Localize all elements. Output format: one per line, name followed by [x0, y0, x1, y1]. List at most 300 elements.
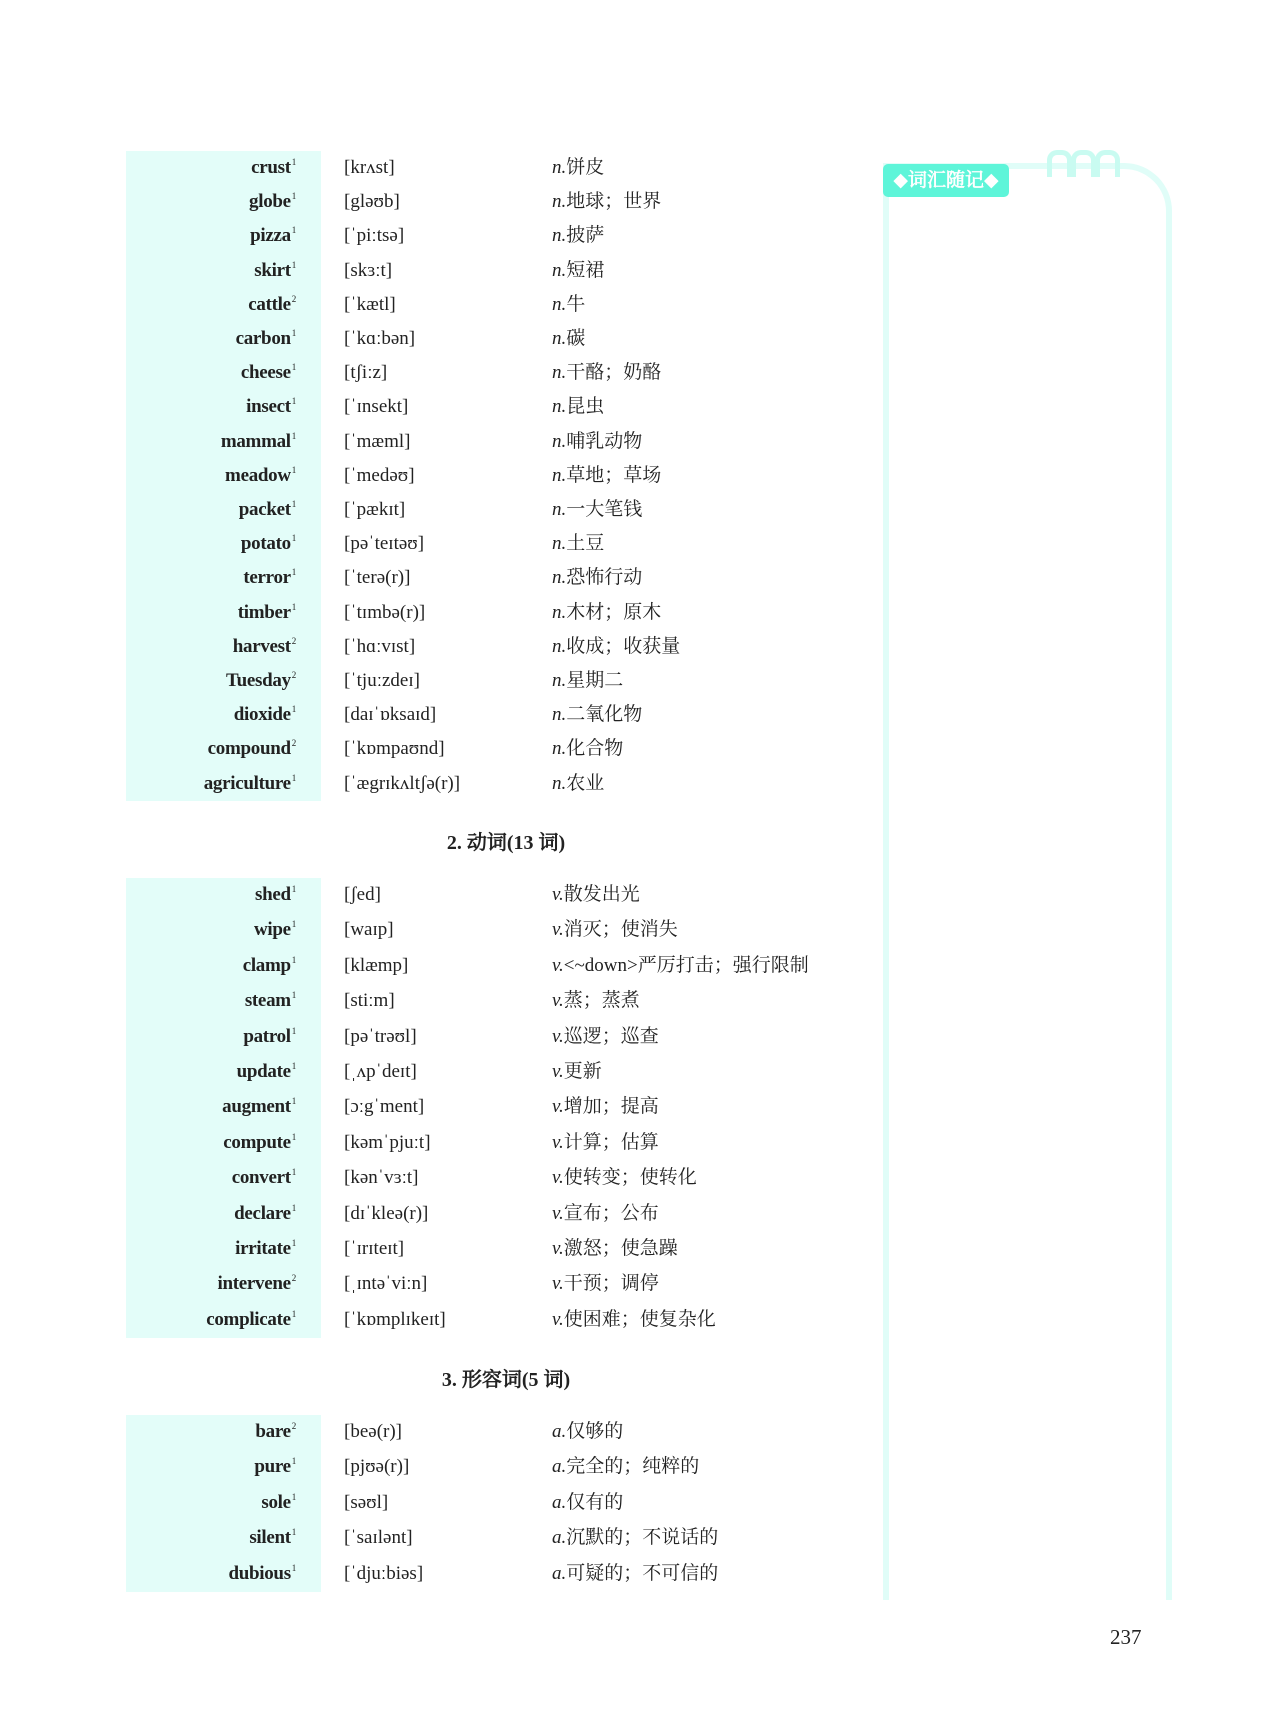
definition: [552, 151, 604, 185]
part-of-speech: v.: [552, 1273, 564, 1295]
definition: [552, 698, 642, 732]
level-marker: 1: [291, 1096, 296, 1107]
vocab-notes-tag: ◆词汇随记◆: [883, 164, 1009, 197]
headword-text: Tuesday: [226, 670, 291, 691]
definition: [552, 1450, 699, 1484]
part-of-speech: n.: [552, 464, 567, 486]
vocab-entry: [0, 1055, 880, 1089]
headword-text: complicate: [206, 1308, 291, 1330]
phonetic: [ˈkætl]: [344, 293, 396, 315]
headword: [233, 630, 296, 664]
headword: [248, 288, 296, 322]
headword-text: pizza: [250, 225, 291, 247]
binder-ring-icon: [1095, 150, 1120, 177]
definition: [552, 527, 604, 561]
part-of-speech: n.: [552, 225, 567, 247]
phonetic: [ˈpiːtsə]: [344, 225, 405, 247]
level-marker: 1: [291, 1456, 296, 1467]
level-marker: 1: [291, 1238, 296, 1248]
definition: [552, 1197, 659, 1231]
phonetic: [səʊl]: [344, 1491, 389, 1513]
headword-text: convert: [231, 1167, 291, 1189]
vocab-entry: [0, 1161, 880, 1195]
vocab-entry: [0, 1020, 880, 1054]
binder-ring-icon: [1071, 150, 1096, 177]
meaning: 巡逻；巡查: [563, 1025, 659, 1047]
headword: [228, 1557, 296, 1591]
definition: [552, 254, 604, 288]
level-marker: 1: [291, 1061, 296, 1071]
phonetic: [dɪˈkleə(r)]: [344, 1202, 429, 1224]
level-marker: 1: [291, 328, 296, 338]
headword-text: pure: [254, 1456, 291, 1478]
headword-text: compound: [207, 738, 291, 760]
meaning: 短裙: [566, 259, 605, 281]
meaning: 化合物: [566, 738, 624, 760]
level-marker: 1: [291, 225, 296, 236]
headword: [237, 1055, 296, 1089]
level-marker: 1: [291, 1562, 296, 1573]
meaning: <~down>严厉打击；强行限制: [563, 954, 809, 976]
part-of-speech: n.: [552, 499, 567, 520]
section-heading-verbs: 2. 动词(13 词): [446, 832, 566, 854]
part-of-speech: a.: [552, 1456, 567, 1478]
definition: [552, 630, 680, 664]
level-marker: 1: [291, 567, 296, 578]
headword: [249, 1521, 296, 1555]
level-marker: 1: [291, 191, 296, 202]
headword: [243, 949, 296, 983]
vocab-entry: [0, 596, 880, 630]
vocab-entry: [0, 254, 880, 288]
headword: [236, 322, 296, 356]
definition: [552, 459, 661, 493]
part-of-speech: n.: [552, 328, 567, 349]
part-of-speech: n.: [552, 772, 567, 794]
definition: [552, 1267, 659, 1301]
vocab-entry: [0, 390, 880, 424]
part-of-speech: a.: [552, 1491, 567, 1513]
level-marker: 1: [291, 601, 296, 612]
vocab-entry: [0, 1450, 880, 1484]
headword-text: cattle: [248, 293, 291, 315]
vocab-entry: [0, 1521, 880, 1555]
vocab-entry: [0, 459, 880, 493]
definition: [552, 1090, 659, 1124]
level-marker: 1: [291, 1308, 296, 1319]
level-marker: 2: [291, 1273, 296, 1284]
definition: [552, 1126, 659, 1160]
part-of-speech: n.: [552, 396, 567, 418]
headword-text: insect: [246, 396, 291, 418]
level-marker: 1: [291, 772, 296, 783]
definition: [552, 767, 604, 801]
headword: [261, 1486, 296, 1520]
vocab-entry: [0, 185, 880, 219]
part-of-speech: n.: [552, 635, 567, 657]
headword-text: dioxide: [233, 704, 291, 726]
meaning: 干酪；奶酪: [566, 362, 662, 384]
meaning: 星期二: [566, 670, 624, 691]
headword-text: declare: [234, 1202, 291, 1224]
vocab-entry: [0, 984, 880, 1018]
phonetic: [skɜːt]: [344, 259, 393, 281]
headword-text: packet: [238, 499, 291, 520]
phonetic: [tʃiːz]: [344, 362, 388, 384]
meaning: 披萨: [566, 225, 605, 247]
headword-text: skirt: [254, 259, 291, 281]
vocab-entry: [0, 425, 880, 459]
definition: [552, 390, 604, 424]
definition: [552, 425, 642, 459]
headword-text: shed: [255, 884, 291, 905]
headword: [250, 219, 296, 253]
part-of-speech: n.: [552, 430, 567, 452]
definition: [552, 185, 661, 219]
phonetic: [ˈɪrɪteɪt]: [344, 1238, 405, 1259]
definition: [552, 1557, 718, 1591]
headword: [251, 151, 296, 185]
headword: [222, 1090, 296, 1124]
level-marker: 1: [291, 704, 296, 715]
meaning: 仅够的: [566, 1421, 624, 1442]
headword: [255, 878, 296, 912]
headword-text: intervene: [217, 1273, 291, 1295]
headword: [221, 425, 296, 459]
phonetic: [daɪˈɒksaɪd]: [344, 704, 437, 726]
part-of-speech: v.: [552, 1096, 564, 1118]
level-marker: 1: [291, 533, 296, 544]
headword: [232, 1161, 296, 1195]
headword-text: meadow: [225, 464, 291, 486]
headword-text: sole: [261, 1491, 291, 1513]
phonetic: [ˈterə(r)]: [344, 567, 411, 589]
meaning: 一大笔钱: [566, 499, 643, 520]
part-of-speech: n.: [552, 293, 567, 315]
definition: [552, 1415, 623, 1449]
meaning: 草地；草场: [566, 464, 662, 486]
part-of-speech: v.: [552, 1061, 564, 1082]
headword-text: terror: [243, 567, 291, 589]
meaning: 沉默的；不说话的: [566, 1527, 719, 1549]
level-marker: 1: [291, 464, 296, 475]
headword: [206, 1303, 296, 1337]
definition: [552, 913, 678, 947]
phonetic: [ˈɪnsekt]: [344, 396, 409, 418]
meaning: 二氧化物: [566, 704, 643, 726]
headword: [234, 1197, 296, 1231]
level-marker: 1: [291, 919, 296, 930]
headword: [246, 390, 296, 424]
level-marker: 1: [291, 1202, 296, 1213]
phonetic: [gləʊb]: [344, 191, 400, 213]
headword-text: augment: [222, 1096, 291, 1118]
vocab-entry: [0, 356, 880, 390]
headword-text: carbon: [235, 328, 291, 349]
headword-text: bare: [255, 1421, 291, 1442]
phonetic: [ˌɪntəˈviːn]: [344, 1273, 428, 1295]
headword-text: patrol: [243, 1025, 291, 1047]
phonetic: [krʌst]: [344, 157, 395, 178]
level-marker: 1: [291, 1167, 296, 1178]
headword: [223, 1126, 296, 1160]
headword-text: clamp: [242, 954, 291, 976]
part-of-speech: n.: [552, 157, 567, 178]
meaning: 土豆: [566, 533, 605, 555]
phonetic: [ˈkɒmpaʊnd]: [344, 738, 445, 760]
phonetic: [pəˈteɪtəʊ]: [344, 533, 425, 555]
phonetic: [beə(r)]: [344, 1421, 403, 1442]
level-marker: 2: [291, 738, 296, 749]
vocab-entry: [0, 1557, 880, 1591]
meaning: 木材；原木: [566, 601, 662, 623]
section-heading-adjectives: 3. 形容词(5 词): [441, 1369, 571, 1391]
headword-text: harvest: [232, 635, 291, 657]
definition: [552, 732, 623, 766]
headword: [241, 527, 296, 561]
headword-text: compute: [223, 1131, 291, 1153]
vocab-entry: [0, 630, 880, 664]
phonetic: [ˈhɑːvɪst]: [344, 635, 416, 657]
part-of-speech: v.: [552, 884, 564, 905]
headword: [235, 1232, 296, 1266]
level-marker: 1: [291, 430, 296, 441]
level-marker: 1: [291, 1491, 296, 1502]
definition: [552, 1486, 623, 1520]
meaning: 完全的；纯粹的: [566, 1456, 700, 1478]
definition: [552, 288, 585, 322]
meaning: 干预；调停: [563, 1273, 659, 1295]
part-of-speech: v.: [552, 1131, 564, 1153]
phonetic: [pəˈtrəʊl]: [344, 1025, 417, 1047]
phonetic: [ˌʌpˈdeɪt]: [344, 1061, 417, 1082]
definition: [552, 1161, 697, 1195]
definition: [552, 493, 642, 527]
part-of-speech: a.: [552, 1421, 567, 1442]
meaning: 牛: [566, 293, 586, 315]
vocab-entry: [0, 1197, 880, 1231]
phonetic: [kənˈvɜːt]: [344, 1167, 419, 1189]
headword: [238, 596, 296, 630]
headword: [234, 698, 296, 732]
phonetic: [ˈtɪmbə(r)]: [344, 601, 426, 623]
vocab-entry: [0, 219, 880, 253]
headword: [245, 984, 296, 1018]
phonetic: [ˈkɒmplɪkeɪt]: [344, 1308, 446, 1330]
definition: [552, 878, 640, 912]
vocab-entry: [0, 561, 880, 595]
level-marker: 2: [291, 1421, 296, 1431]
definition: [552, 1521, 718, 1555]
level-marker: 2: [291, 635, 296, 646]
meaning: 昆虫: [566, 396, 605, 418]
part-of-speech: n.: [552, 738, 567, 760]
vocab-entry: [0, 527, 880, 561]
vocab-entry: [0, 151, 880, 185]
headword: [218, 1267, 296, 1301]
phonetic: [kəmˈpjuːt]: [344, 1131, 431, 1153]
vocab-entry: [0, 913, 880, 947]
meaning: 消灭；使消失: [563, 919, 678, 941]
meaning: 碳: [566, 328, 586, 349]
vocab-entry: [0, 1303, 880, 1337]
level-marker: 1: [291, 396, 296, 407]
vocab-entry: [0, 1232, 880, 1266]
headword-text: irritate: [235, 1238, 291, 1259]
meaning: 使困难；使复杂化: [563, 1308, 716, 1330]
vocab-entry: [0, 878, 880, 912]
phonetic: [ˈmedəʊ]: [344, 464, 415, 486]
level-marker: 2: [291, 293, 296, 304]
meaning: 增加；提高: [563, 1096, 659, 1118]
part-of-speech: n.: [552, 567, 567, 589]
headword: [239, 493, 296, 527]
part-of-speech: n.: [552, 191, 567, 213]
part-of-speech: v.: [552, 954, 564, 976]
phonetic: [ɔːgˈment]: [344, 1096, 425, 1118]
phonetic: [pjʊə(r)]: [344, 1456, 410, 1478]
part-of-speech: n.: [552, 362, 567, 384]
phonetic: [klæmp]: [344, 954, 409, 976]
headword-text: dubious: [228, 1562, 291, 1584]
vocab-entry: [0, 322, 880, 356]
part-of-speech: n.: [552, 259, 567, 281]
definition: [552, 219, 604, 253]
vocab-entry: [0, 493, 880, 527]
headword-text: mammal: [220, 430, 291, 452]
headword: [243, 1020, 296, 1054]
meaning: 更新: [563, 1061, 602, 1082]
headword: [249, 185, 296, 219]
headword-text: wipe: [253, 919, 291, 941]
vocab-entry: [0, 1267, 880, 1301]
meaning: 散发出光: [563, 884, 640, 905]
meaning: 激怒；使急躁: [563, 1238, 678, 1259]
vocab-entry: [0, 1486, 880, 1520]
definition: [552, 949, 809, 983]
phonetic: [ʃed]: [344, 884, 381, 905]
definition: [552, 1020, 659, 1054]
level-marker: 1: [291, 1527, 296, 1538]
meaning: 计算；估算: [563, 1131, 659, 1153]
part-of-speech: n.: [552, 533, 567, 555]
headword: [241, 356, 296, 390]
phonetic: [ˈmæml]: [344, 430, 411, 452]
phonetic: [ˈtjuːzdeɪ]: [344, 670, 420, 691]
vocab-entry: [0, 732, 880, 766]
headword-text: globe: [249, 191, 291, 213]
headword-text: potato: [240, 533, 291, 555]
definition: [552, 984, 640, 1018]
definition: [552, 356, 661, 390]
headword: [254, 254, 296, 288]
meaning: 恐怖行动: [566, 567, 643, 589]
level-marker: 1: [291, 499, 296, 509]
part-of-speech: a.: [552, 1562, 567, 1584]
part-of-speech: v.: [552, 1202, 564, 1224]
meaning: 地球；世界: [566, 191, 662, 213]
phonetic: [stiːm]: [344, 990, 395, 1012]
meaning: 使转变；使转化: [563, 1167, 697, 1189]
phonetic: [ˈkɑːbən]: [344, 328, 416, 349]
level-marker: 1: [291, 1025, 296, 1036]
meaning: 饼皮: [566, 157, 605, 178]
level-marker: 1: [291, 157, 296, 167]
binder-ring-icon: [1047, 150, 1072, 177]
definition: [552, 664, 623, 698]
part-of-speech: v.: [552, 1025, 564, 1047]
headword: [226, 664, 296, 698]
definition: [552, 561, 642, 595]
meaning: 蒸；蒸煮: [563, 990, 640, 1012]
meaning: 哺乳动物: [566, 430, 643, 452]
level-marker: 1: [291, 954, 296, 965]
level-marker: 1: [291, 259, 296, 270]
phonetic: [ˈpækɪt]: [344, 499, 406, 520]
definition: [552, 322, 585, 356]
phonetic: [ˈdjuːbiəs]: [344, 1562, 424, 1584]
phonetic: [ˈsaɪlənt]: [344, 1527, 413, 1549]
meaning: 宣布；公布: [563, 1202, 659, 1224]
meaning: 收成；收获量: [566, 635, 681, 657]
meaning: 农业: [566, 772, 605, 794]
definition: [552, 1055, 602, 1089]
meaning: 可疑的；不可信的: [566, 1562, 719, 1584]
part-of-speech: v.: [552, 1238, 564, 1259]
vocab-entry: [0, 288, 880, 322]
definition: [552, 596, 661, 630]
part-of-speech: v.: [552, 990, 564, 1012]
vocab-entry: [0, 767, 880, 801]
page-number: 237: [1110, 1625, 1142, 1649]
headword-text: timber: [237, 601, 291, 623]
headword-text: silent: [249, 1527, 291, 1549]
headword: [254, 1450, 296, 1484]
headword: [208, 732, 296, 766]
level-marker: 1: [291, 884, 296, 894]
vocab-entry: [0, 1126, 880, 1160]
definition: [552, 1232, 678, 1266]
vocab-entry: [0, 698, 880, 732]
vocab-entry: [0, 664, 880, 698]
level-marker: 1: [291, 990, 296, 1001]
phonetic: [ˈægrɪkʌltʃə(r)]: [344, 772, 461, 794]
vocab-entry: [0, 949, 880, 983]
headword-text: crust: [251, 157, 291, 178]
headword-text: agriculture: [203, 772, 291, 794]
headword: [254, 913, 296, 947]
phonetic: [waɪp]: [344, 919, 394, 941]
definition: [552, 1303, 716, 1337]
vocab-entry: [0, 1090, 880, 1124]
part-of-speech: v.: [552, 1308, 564, 1330]
part-of-speech: v.: [552, 919, 564, 941]
headword: [225, 459, 296, 493]
part-of-speech: a.: [552, 1527, 567, 1549]
headword: [255, 1415, 296, 1449]
part-of-speech: v.: [552, 1167, 564, 1189]
part-of-speech: n.: [552, 670, 567, 691]
part-of-speech: n.: [552, 601, 567, 623]
headword: [243, 561, 296, 595]
headword: [204, 767, 296, 801]
vocab-entry: [0, 1415, 880, 1449]
headword-text: cheese: [240, 362, 291, 384]
part-of-speech: n.: [552, 704, 567, 726]
level-marker: 2: [291, 670, 296, 680]
headword-text: steam: [244, 990, 291, 1012]
level-marker: 1: [291, 1131, 296, 1142]
